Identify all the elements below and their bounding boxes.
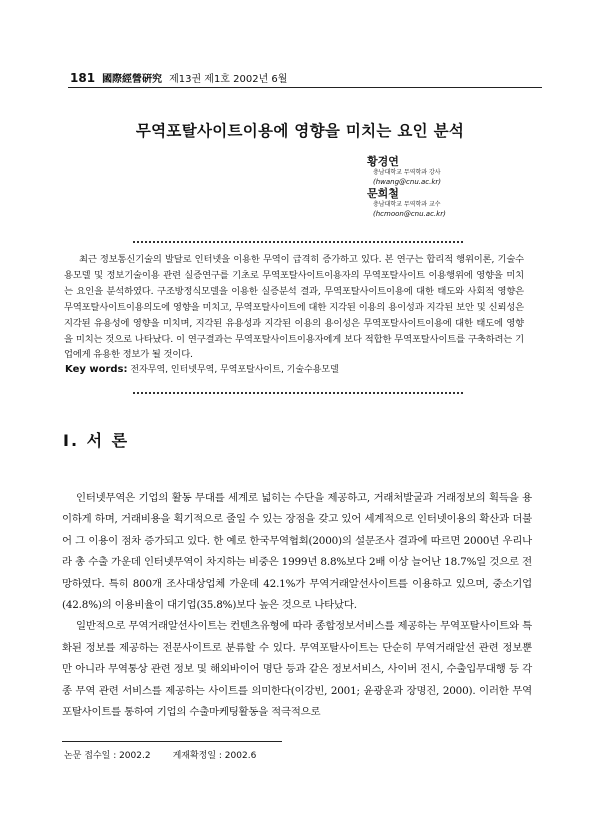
header-rule: [68, 87, 542, 88]
author-name: 황경연: [367, 155, 399, 168]
running-header: [70, 70, 540, 85]
dotted-divider-bottom: [133, 392, 463, 394]
keywords: [65, 362, 525, 375]
paragraph: 인터넷무역은 기업의 활동 무대를 세계로 넓히는 수단을 제공하고, 거래처발굴과 거래정보의 획득을 용이하게 하며, 거래비용을 획기적으로 줄일 수 있는 장점을 갖고 있어 세계적으로 인터넷이용의 확산과 더불어 그 이용이 점차 증가되고 있다. 한 예로 한국무역협회(2000)의 설문조사 결과에 따르면 2000년 우리나라 총 수출 가운데 인터넷무역이 차지하는 비중은 1999년 8.8%보다 2배 이상 늘어난 18.7%일 것으로 전망하였다. 특히 800개 조사대상업체 가운데 42.1%가 무역거래알선사이트를 이용하고 있으며, 중소기업(42.8%)의 이용비율이 대기업(35.8%)보다 높은 것으로 나타났다.: [62, 492, 532, 612]
page-number: 181: [70, 71, 96, 85]
author-email: (hwang@cnu.ac.kr): [373, 178, 442, 186]
author-affiliation: 충남대학교 무역학과 강사: [373, 169, 441, 176]
section-heading: Ⅰ. 서 론: [63, 431, 130, 450]
paper-title: 무역포탈사이트이용에 영향을 미치는 요인 분석: [135, 122, 465, 140]
author-name: 문희철: [367, 187, 399, 200]
dotted-divider-top: [133, 241, 463, 243]
author-list: [367, 155, 543, 219]
received-date: 논문 접수일 : 2002.2: [64, 751, 151, 761]
abstract: [64, 252, 524, 363]
footnote-rule: [62, 741, 282, 742]
footnote: [64, 748, 256, 761]
body-text: [62, 488, 532, 723]
keywords-label: Key words:: [65, 364, 128, 375]
paragraph: 일반적으로 무역거래알선사이트는 컨텐츠유형에 따라 종합정보서비스를 제공하는 무역포탈사이트와 특화된 정보를 제공하는 전문사이트로 분류할 수 있다. 무역포탈사이트는 단순히 무역거래알선 관련 정보뿐만 아니라 무역통상 관련 정보 및 해외바이어 명단 등과 같은 정보서비스, 사이버 전시, 수출입무대행 등 각종 무역 관련 서비스를 제공하는 사이트를 의미한다(이강빈, 2001; 윤광운과 장명진, 2000). 이러한 무역포탈사이트를 통하여 기업의 수출마케팅활동을 적극적으로: [62, 620, 532, 719]
accepted-date: 게재확정일 : 2002.6: [172, 751, 257, 761]
author-block: [367, 155, 543, 187]
journal-name: 國際經營硏究: [102, 74, 163, 85]
author-email: (hcmoon@cnu.ac.kr): [373, 210, 446, 218]
keywords-text: 전자무역, 인터넷무역, 무역포탈사이트, 기술수용모델: [130, 365, 339, 375]
journal-issue: 제13권 제1호 2002년 6월: [169, 74, 288, 85]
author-block: [367, 187, 543, 219]
author-affiliation: 충남대학교 무역학과 교수: [373, 201, 441, 208]
abstract-text: 최근 정보통신기술의 발달로 인터넷을 이용한 무역이 급격히 증가하고 있다. 본 연구는 합리적 행위이론, 기술수용모델 및 정보기술이용 관련 실증연구를 기초로 무역포탈사이트이용자의 무역포탈사이트 이용행위에 영향을 미치는 요인을 분석하였다. 구조방정식모델을 이용한 실증분석 결과, 무역포탈사이트이용에 대한 태도와 사회적 영향은 무역포탈사이트이용의도에 영향을 미치고, 무역포탈사이트에 대한 지각된 이용의 용이성과 지각된 보안 및 신뢰성은 지각된 유용성에 영향을 미치며, 지각된 유용성과 지각된 이용의 용이성은 무역포탈사이트이용에 대한 태도에 영향을 미치는 것으로 나타났다. 이 연구결과는 무역포탈사이트이용자에게 보다 적합한 무역포탈사이트를 구축하려는 기업에게 유용한 정보가 될 것이다.: [64, 254, 524, 361]
